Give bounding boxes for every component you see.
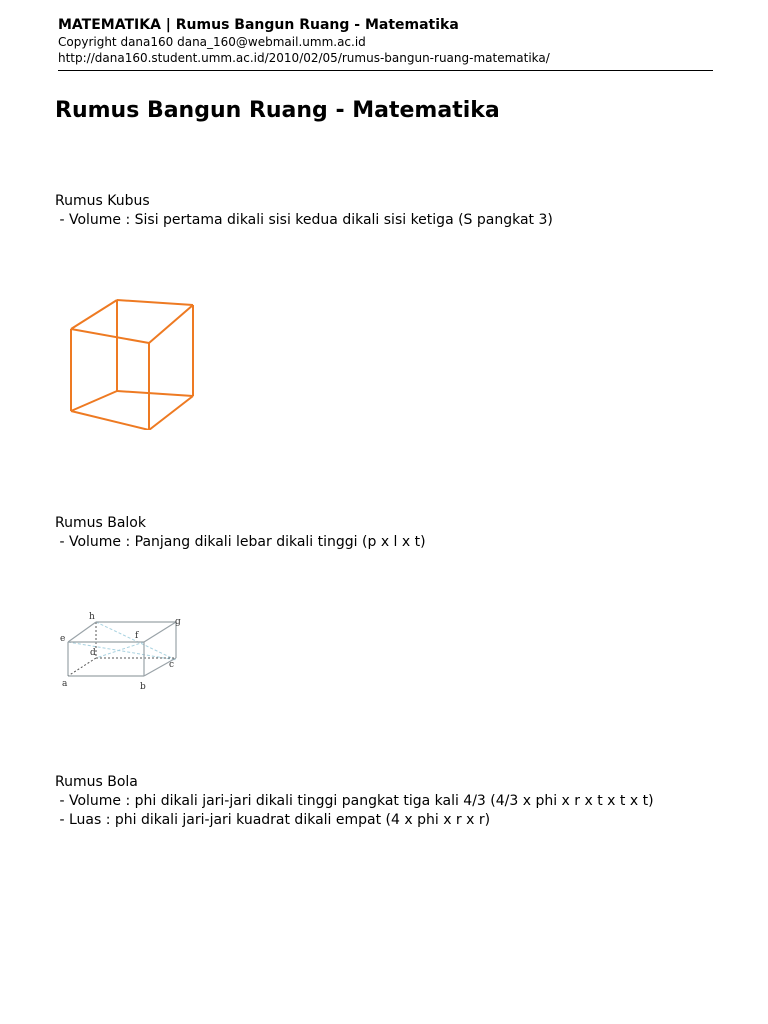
balok-diagonal <box>96 642 144 658</box>
balok-label-d: d <box>90 648 96 658</box>
cube-edge <box>71 411 149 430</box>
balok-diagonals <box>68 622 176 660</box>
balok-diagonal <box>68 642 176 660</box>
balok-hidden-edge <box>68 658 96 676</box>
cube-edge <box>117 300 193 305</box>
balok-label-g: g <box>175 617 181 627</box>
cube-edge <box>71 329 149 343</box>
section-line-bola-luas: - Luas : phi dikali jari-jari kuadrat dikali empat (4 x phi x r x r) <box>55 812 491 828</box>
section-line-bola-volume: - Volume : phi dikali jari-jari dikali tinggi pangkat tiga kali 4/3 (4/3 x phi x r x t x t x t) <box>55 793 654 809</box>
page-title: Rumus Bangun Ruang - Matematika <box>55 98 500 123</box>
balok-label-f: f <box>135 631 139 641</box>
balok-label-b: b <box>140 682 146 692</box>
section-line-kubus-volume: - Volume : Sisi pertama dikali sisi kedua dikali sisi ketiga (S pangkat 3) <box>55 212 553 228</box>
section-heading-kubus: Rumus Kubus <box>55 193 150 209</box>
cube-edge <box>117 391 193 396</box>
cube-edge <box>149 305 193 343</box>
balok-edge <box>68 622 96 642</box>
balok-edge <box>144 622 176 642</box>
header-copyright: Copyright dana160 dana_160@webmail.umm.ac.id <box>58 35 366 49</box>
section-kubus <box>55 192 715 230</box>
balok-labels <box>60 612 181 692</box>
document-header <box>58 16 713 71</box>
balok-label-c: c <box>169 660 175 670</box>
section-balok <box>55 514 715 552</box>
section-bola <box>55 773 715 830</box>
cube-edge <box>71 391 117 411</box>
cube-edges <box>71 300 193 430</box>
balok-figure <box>56 610 186 695</box>
section-heading-bola: Rumus Bola <box>55 774 138 790</box>
section-line-balok-volume: - Volume : Panjang dikali lebar dikali tinggi (p x l x t) <box>55 534 426 550</box>
cube-edge <box>149 396 193 430</box>
balok-edges <box>68 622 176 676</box>
balok-diagonal <box>96 622 176 660</box>
balok-label-e: e <box>60 634 66 644</box>
cube-figure <box>62 290 202 430</box>
header-url[interactable]: http://dana160.student.umm.ac.id/2010/02/05/rumus-bangun-ruang-matematika/ <box>58 51 550 65</box>
balok-label-h: h <box>89 612 95 622</box>
cube-edge <box>71 300 117 329</box>
header-title: MATEMATIKA | Rumus Bangun Ruang - Matematika <box>58 17 459 33</box>
balok-label-a: a <box>62 679 68 689</box>
section-heading-balok: Rumus Balok <box>55 515 146 531</box>
